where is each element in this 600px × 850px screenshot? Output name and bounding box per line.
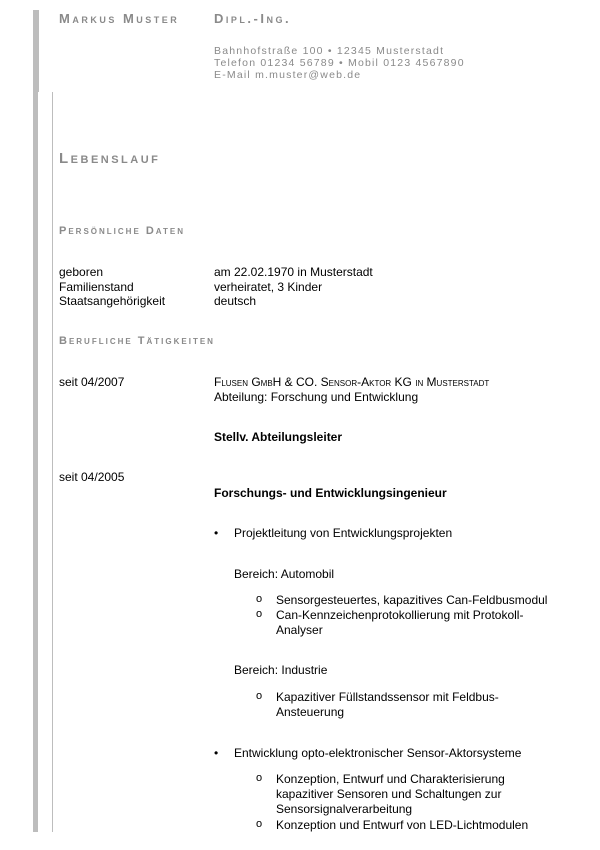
email: E-Mail m.muster@web.de: [214, 69, 362, 81]
bullet1-text: Projektleitung von Entwicklungsprojekten: [234, 526, 453, 540]
author-degree: Dipl.-Ing.: [214, 11, 292, 26]
label-marital: Familienstand: [59, 280, 134, 294]
bullet-icon: •: [214, 526, 219, 540]
job2-date: seit 04/2005: [59, 470, 125, 484]
value-nationality: deutsch: [214, 294, 257, 308]
area1-item2-cont: Analyser: [276, 623, 323, 637]
bullet2-item1-cont: kapazitiver Sensoren und Schaltungen zur: [276, 787, 502, 801]
address: Bahnhofstraße 100 • 12345 Musterstadt: [214, 45, 445, 57]
bullet2-item1: Konzeption, Entwurf und Charakterisierung: [276, 772, 505, 786]
document-title: Lebenslauf: [59, 150, 161, 167]
job2-role: Forschungs- und Entwicklungsingenieur: [214, 486, 447, 500]
area2-label: Bereich: Industrie: [234, 663, 328, 677]
margin-line: [52, 92, 53, 832]
area2-item1: Kapazitiver Füllstandssensor mit Feldbus-: [276, 690, 499, 704]
section-heading-career: Berufliche Tätigkeiten: [59, 335, 215, 347]
job1-role: Stellv. Abteilungsleiter: [214, 430, 343, 444]
section-heading-personal: Persönliche Daten: [59, 225, 185, 237]
area1-item2: Can-Kennzeichenprotokollierung mit Protokoll-: [276, 608, 524, 622]
area1-label: Bereich: Automobil: [234, 567, 335, 581]
area1-item1: Sensorgesteuertes, kapazitives Can-Feldbusmodul: [276, 593, 548, 607]
area2-item1-cont: Ansteuerung: [276, 705, 345, 719]
contact-block: [214, 45, 465, 81]
circle-bullet-icon: o: [256, 690, 263, 702]
circle-bullet-icon: o: [256, 772, 263, 784]
job1-department: Abteilung: Forschung und Entwicklung: [214, 390, 419, 404]
circle-bullet-icon: o: [256, 608, 263, 620]
label-nationality: Staatsangehörigkeit: [59, 294, 166, 308]
bullet2-text: Entwicklung opto-elektronischer Sensor-Aktorsysteme: [234, 746, 522, 760]
job1-company: Flusen GmbH & CO. Sensor-Aktor KG in Musterstadt: [214, 375, 490, 389]
label-born: geboren: [59, 265, 104, 279]
margin-bar-left: [33, 92, 38, 832]
circle-bullet-icon: o: [256, 818, 263, 830]
value-marital: verheiratet, 3 Kinder: [214, 280, 323, 294]
circle-bullet-icon: o: [256, 593, 263, 605]
bullet2-item2: Konzeption und Entwurf von LED-Lichtmodulen: [276, 818, 529, 832]
bullet-icon: •: [214, 746, 219, 760]
value-born: am 22.02.1970 in Musterstadt: [214, 265, 373, 279]
phone: Telefon 01234 56789 • Mobil 0123 4567890: [214, 57, 465, 69]
margin-bar-top: [33, 10, 39, 92]
author-name: Markus Muster: [59, 11, 180, 26]
job1-date: seit 04/2007: [59, 375, 125, 389]
bullet2-item1-cont2: Sensorsignalverarbeitung: [276, 802, 413, 816]
